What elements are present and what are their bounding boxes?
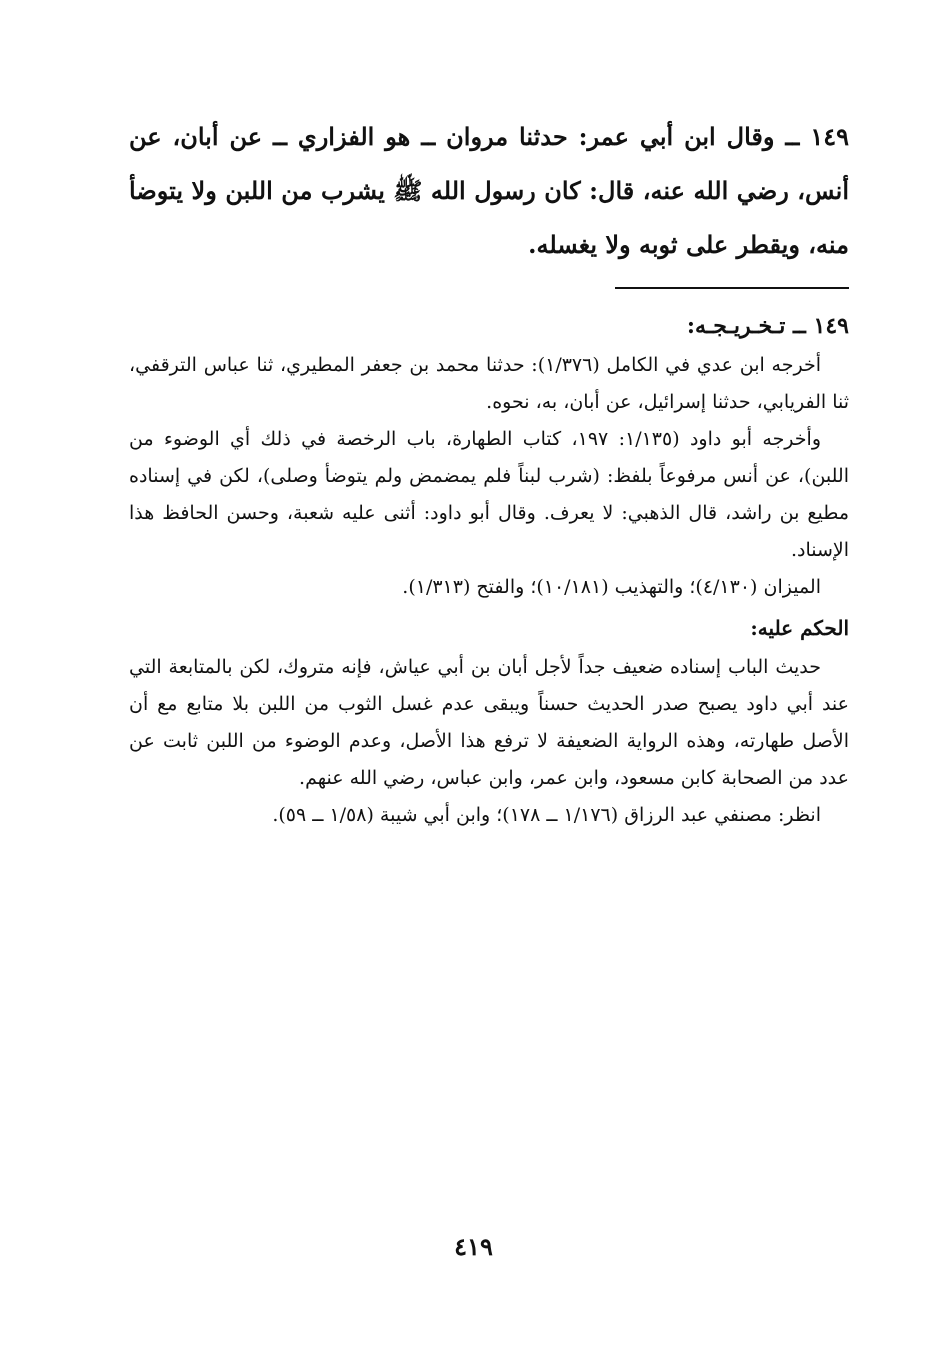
hukm-paragraph-1: حديث الباب إسناده ضعيف جداً لأجل أبان بن أبي عياش، فإنه متروك، لكن بالمتابعة التي عند أبي داود يصبح صدر الحديث حسناً ويبقى عدم غسل الثوب من اللبن بلا متابع مع أن الأصل طهارته، وهذه الرواية الضعيفة لا ترفع هذا الأصل، وعدم الوضوء من اللبن ثابت عن عدد من الصحابة كابن مسعود، وابن عمر، وابن عباس، رضي الله عنهم.	[129, 656, 849, 789]
takhrij-paragraph-3: الميزان (٤/١٣٠)؛ والتهذيب (١٠/١٨١)؛ والفتح (١/٣١٣).	[402, 576, 821, 598]
hadith-paragraph: ١٤٩ ــ وقال ابن أبي عمر: حدثنا مروان ــ هو الفزاري ــ عن أبان، عن أنس، رضي الله عنه، قال: كان رسول الله ﷺ يشرب من اللبن ولا يتوضأ منه، ويقطر على ثوبه ولا يغسله.	[129, 122, 849, 259]
takhrij-paragraph-1: أخرجه ابن عدي في الكامل (١/٣٧٦): حدثنا محمد بن جعفر المطيري، ثنا عباس الترقفي، ثنا الفريابي، حدثنا إسرائيل، عن أبان، به، نحوه.	[129, 354, 849, 413]
takhrij-heading: ١٤٩ ــ تـخـريـجـه:	[686, 313, 849, 339]
takhrij-paragraph-2: وأخرجه أبو داود (١/١٣٥: ١٩٧، كتاب الطهارة، باب الرخصة في ذلك أي الوضوء من اللبن)، عن أنس مرفوعاً بلفظ: (شرب لبناً فلم يمضمض ولم يتوضأ وصلى)، لكن في إسناده مطيع بن راشد، قال الذهبي: لا يعرف. وقال أبو داود: أثنى عليه شعبة، وحسن الحافظ هذا الإسناد.	[129, 428, 849, 561]
page-number: ٤١٩	[454, 1232, 493, 1261]
hukm-paragraph-2: انظر: مصنفي عبد الرزاق (١/١٧٦ ــ ١٧٨)؛ وابن أبي شيبة (١/٥٨ ــ ٥٩).	[272, 804, 821, 826]
footnote-separator	[615, 287, 849, 289]
hukm-heading: الحكم عليه:	[750, 616, 849, 640]
hadith-text-block	[129, 110, 849, 272]
footnotes-block	[129, 308, 849, 834]
